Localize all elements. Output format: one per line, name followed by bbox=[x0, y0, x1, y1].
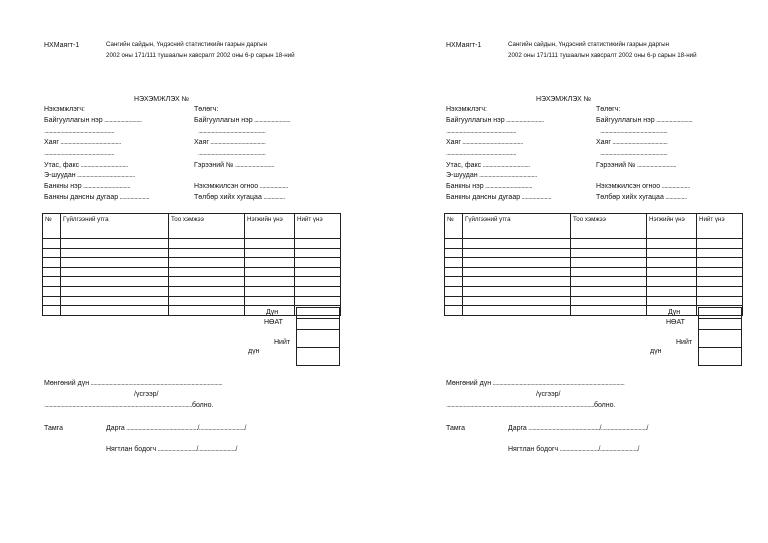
payment-due-label: Төлбөр хийх хугацаа bbox=[194, 194, 262, 201]
invoice-date-label: Нэхэмжилсэн огноо bbox=[596, 183, 661, 190]
bank-name-label: Банкны нэр bbox=[446, 183, 484, 190]
contract-label: Гэрээний № bbox=[596, 162, 636, 169]
email-label: Э-шуудан bbox=[446, 172, 478, 179]
amount-words-label: Мөнгөний дүн bbox=[446, 380, 492, 387]
table-row bbox=[43, 267, 341, 277]
col-header-description: Гүйлгээний утга bbox=[61, 214, 169, 239]
table-row bbox=[445, 258, 743, 268]
sender-org-label: Байгууллагын нэр bbox=[446, 117, 505, 124]
contract-label: Гэрээний № bbox=[194, 162, 234, 169]
items-table bbox=[444, 213, 743, 316]
sender-address-label: Хаяг bbox=[446, 139, 461, 146]
sender-address-label: Хаяг bbox=[44, 139, 59, 146]
payer-org-label: Байгууллагын нэр bbox=[596, 117, 655, 124]
email-label: Э-шуудан bbox=[44, 172, 76, 179]
invoice-date-label: Нэхэмжилсэн огноо bbox=[194, 183, 259, 190]
table-row bbox=[445, 267, 743, 277]
vat-label: НӨАТ bbox=[666, 319, 685, 326]
payer-org-label: Байгууллагын нэр bbox=[194, 117, 253, 124]
col-header-unit-price: Нэгжийн үнэ bbox=[245, 214, 295, 239]
col-header-number: № bbox=[445, 214, 463, 239]
col-header-total-price: Нийт үнэ bbox=[295, 214, 341, 239]
header-line-1: Сангийн сайдын, Үндэсний статистикийн газрын даргын bbox=[508, 41, 670, 48]
table-row bbox=[43, 296, 341, 306]
account-number-label: Банкны дансны дугаар bbox=[44, 194, 119, 201]
payer-address-label: Хаяг bbox=[596, 139, 611, 146]
account-number-label: Банкны дансны дугаар bbox=[446, 194, 521, 201]
sender-org-label: Байгууллагын нэр bbox=[44, 117, 103, 124]
grand-total-label-2: дүн bbox=[248, 348, 260, 355]
sender-label: Нэхэмжлэгч: bbox=[44, 106, 85, 113]
totals-box bbox=[698, 307, 742, 366]
tugrik-label: болно. bbox=[191, 402, 214, 409]
header-line-1: Сангийн сайдын, Үндэсний статистикийн газрын даргын bbox=[106, 41, 268, 48]
vat-label: НӨАТ bbox=[264, 319, 283, 326]
table-header-row bbox=[43, 214, 341, 239]
payer-label: Төлөгч: bbox=[596, 106, 621, 113]
header-line-2: 2002 оны 171/111 тушаалын хавсралт 2002 оны 6-р сарын 18-ний bbox=[106, 52, 295, 59]
col-header-description: Гүйлгээний утга bbox=[463, 214, 571, 239]
invoice-title: НЭХЭМЖЛЭХ № bbox=[536, 96, 592, 103]
in-words-label: /үсгээр/ bbox=[134, 391, 159, 398]
in-words-label: /үсгээр/ bbox=[536, 391, 561, 398]
grand-total-label-2: дүн bbox=[650, 348, 662, 355]
col-header-unit-price: Нэгжийн үнэ bbox=[647, 214, 697, 239]
phone-fax-label: Утас, факс bbox=[446, 162, 482, 169]
col-header-total-price: Нийт үнэ bbox=[697, 214, 743, 239]
payer-address-label: Хаяг bbox=[194, 139, 209, 146]
col-header-quantity: Тоо хэмжээ bbox=[571, 214, 647, 239]
payment-due-label: Төлбөр хийх хугацаа bbox=[596, 194, 664, 201]
subtotal-label: Дүн bbox=[668, 309, 681, 316]
bank-name-label: Банкны нэр bbox=[44, 183, 82, 190]
table-row bbox=[445, 277, 743, 287]
items-table bbox=[42, 213, 341, 316]
grand-total-label-1: Нийт bbox=[274, 339, 291, 346]
table-row bbox=[43, 248, 341, 258]
table-row bbox=[445, 248, 743, 258]
form-code: НХМаягт-1 bbox=[446, 42, 482, 49]
stamp-label: Тамга bbox=[446, 425, 465, 432]
col-header-quantity: Тоо хэмжээ bbox=[169, 214, 245, 239]
accountant-label: Нягтлан бодогч bbox=[508, 446, 559, 453]
table-row bbox=[445, 296, 743, 306]
table-row bbox=[43, 239, 341, 249]
stamp-label: Тамга bbox=[44, 425, 63, 432]
table-header-row bbox=[445, 214, 743, 239]
director-label: Дарга bbox=[106, 425, 125, 432]
table-row bbox=[445, 286, 743, 296]
grand-total-label-1: Нийт bbox=[676, 339, 693, 346]
amount-words-label: Мөнгөний дүн bbox=[44, 380, 90, 387]
sender-label: Нэхэмжлэгч: bbox=[446, 106, 487, 113]
table-row bbox=[43, 277, 341, 287]
table-row bbox=[43, 258, 341, 268]
tugrik-label: болно. bbox=[593, 402, 616, 409]
form-code: НХМаягт-1 bbox=[44, 42, 80, 49]
table-row bbox=[43, 286, 341, 296]
table-row bbox=[445, 239, 743, 249]
payer-label: Төлөгч: bbox=[194, 106, 219, 113]
phone-fax-label: Утас, факс bbox=[44, 162, 80, 169]
totals-box bbox=[296, 307, 340, 366]
director-label: Дарга bbox=[508, 425, 527, 432]
subtotal-label: Дүн bbox=[266, 309, 279, 316]
invoice-form-left: НХМаягт-1 Сангийн сайдын, Үндэсний статистикийн газрын даргын 2002 оны 171/111 тушаалын хавсралт 2002 оны 6-р сарын 18-ний НЭХЭМЖЛЭХ № Нэхэмжлэгч: Төлөгч: Байгууллагын нэр ............................ Байгууллагын нэр ........................... .................................................... .................................................. Хаяг ............................................. Хаяг ......................................... .................................................... .................................................. Утас, факс ................................... Гэрээний № ............................. Э-шуудан ........................................... Банкны нэр ................................... Нэхэмжилсэн огноо ..................... Банкны дансны дугаар ...................... Төлбөр хийх хугацаа ................ № Гүйлгээний утга Тоо хэмжээ Нэгжийн үнэ Нийт үнэ Дүн НӨАТ Нийт дүн Мөнгөний дүн .................................................................................................. /үсгээр/ ..............................................................................................................болно. Тамга Дарга ...................................................../................................../ Нягтлан бодогч ............................./............................/ bbox=[42, 0, 342, 543]
accountant-label: Нягтлан бодогч bbox=[106, 446, 157, 453]
invoice-form-right: НХМаягт-1 Сангийн сайдын, Үндэсний статистикийн газрын даргын 2002 оны 171/111 тушаалын хавсралт 2002 оны 6-р сарын 18-ний НЭХЭМЖЛЭХ № Нэхэмжлэгч: Төлөгч: Байгууллагын нэр ............................ Байгууллагын нэр ........................... .................................................... .................................................. Хаяг ............................................. Хаяг ......................................... .................................................... .................................................. Утас, факс ................................... Гэрээний № ............................. Э-шуудан ........................................... Банкны нэр ................................... Нэхэмжилсэн огноо ..................... Банкны дансны дугаар ...................... Төлбөр хийх хугацаа ................ № Гүйлгээний утга Тоо хэмжээ Нэгжийн үнэ Нийт үнэ Дүн НӨАТ Нийт дүн Мөнгөний дүн .................................................................................................. /үсгээр/ ..............................................................................................................болно. Тамга Дарга ...................................................../................................../ Нягтлан бодогч ............................./............................/ bbox=[444, 0, 744, 543]
invoice-title: НЭХЭМЖЛЭХ № bbox=[134, 96, 190, 103]
col-header-number: № bbox=[43, 214, 61, 239]
header-line-2: 2002 оны 171/111 тушаалын хавсралт 2002 оны 6-р сарын 18-ний bbox=[508, 52, 697, 59]
